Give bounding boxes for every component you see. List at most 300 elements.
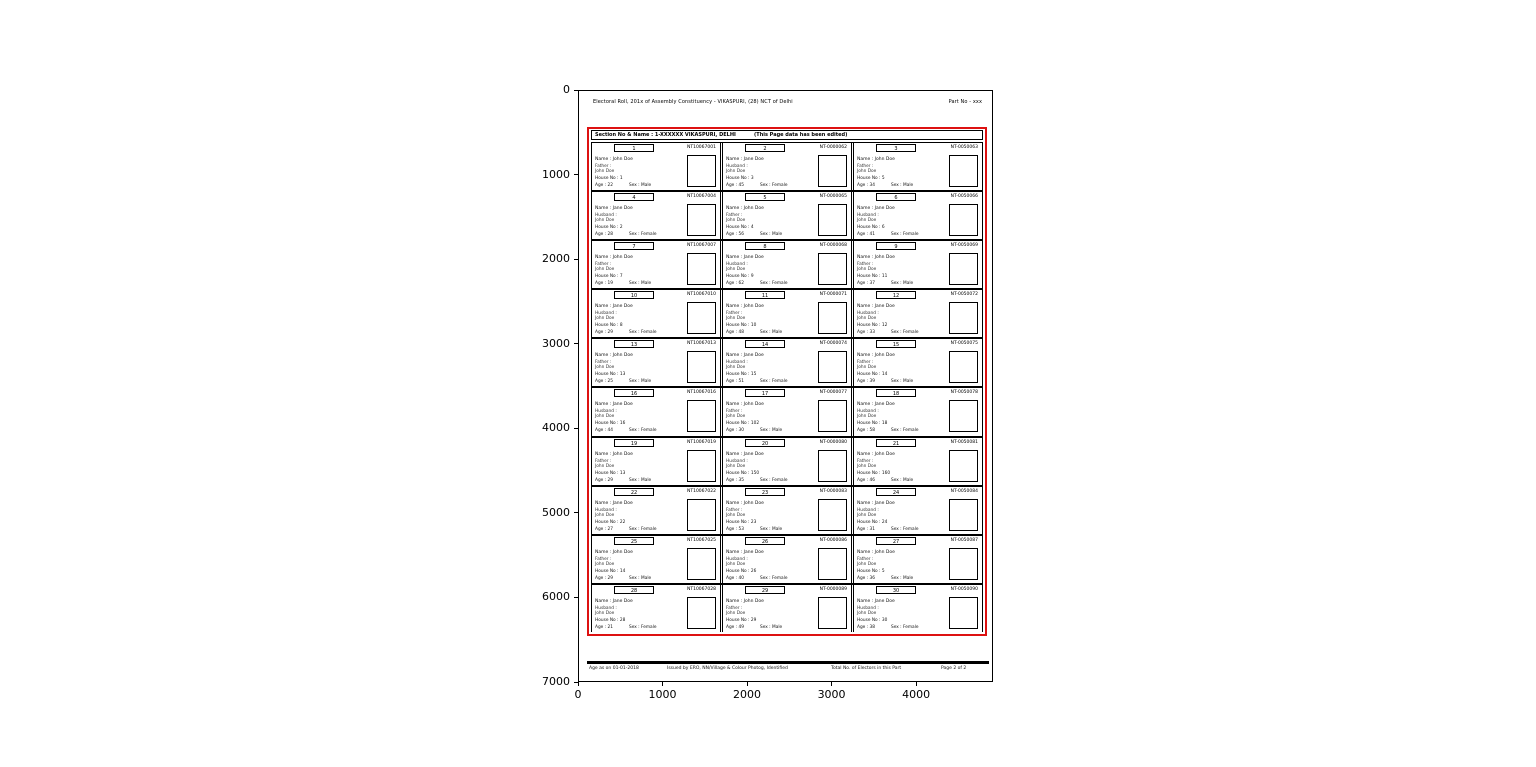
voter-name-line: Name : John Doe — [726, 500, 764, 506]
x-tick-label: 3000 — [817, 688, 846, 701]
voter-sex-value: Sex : Male — [890, 183, 914, 188]
voter-sex-value: Sex : Female — [628, 526, 657, 532]
voter-relation-name: John Doe — [595, 463, 615, 469]
voter-epic-number: NT-0050069 — [950, 243, 978, 249]
voter-relation-name: John Doe — [595, 316, 615, 322]
voter-epic-number: NT10067010 — [686, 292, 716, 298]
voter-card — [591, 192, 721, 239]
voter-age-sex-line: Age : 35 Sex : Female — [726, 477, 788, 483]
page-header-title: Electoral Roll, 201x of Assembly Constituency - VIKASPURI, (28) NCT of Delhi — [593, 99, 793, 105]
voter-epic-number: NT-0050084 — [950, 488, 978, 494]
voter-relation-label: Husband : — [726, 458, 748, 464]
voter-serial-number: 6 — [876, 193, 916, 201]
voter-epic-number: NT-0000086 — [819, 537, 847, 543]
voter-house-line: House No : 5 — [857, 176, 885, 181]
voter-serial-number: 18 — [876, 389, 916, 397]
voter-card-row — [591, 288, 983, 337]
plot-area — [578, 90, 993, 682]
voter-serial-number: 19 — [614, 439, 654, 447]
voter-sex-value: Sex : Male — [890, 477, 914, 483]
voter-age-sex-line: Age : 44 Sex : Female — [595, 428, 657, 434]
voter-age-sex-line: Age : 33 Sex : Female — [857, 330, 919, 336]
voter-sex-value: Sex : Female — [890, 624, 919, 630]
voter-relation-label: Father : — [726, 311, 743, 317]
voter-sex-value: Sex : Female — [628, 232, 657, 238]
voter-epic-number: NT-0050075 — [950, 341, 978, 347]
voter-serial-number: 22 — [614, 488, 654, 496]
x-tick-mark — [747, 682, 748, 686]
voter-photo-box — [818, 548, 847, 580]
voter-card — [853, 536, 983, 583]
voter-card — [591, 585, 721, 632]
voter-photo-box — [818, 302, 847, 334]
voter-name-line: Name : Jane Doe — [595, 598, 633, 604]
voter-relation-label: Husband : — [857, 311, 879, 317]
voter-sex-value: Sex : Male — [628, 477, 652, 483]
voter-epic-number: NT-0050078 — [950, 390, 978, 396]
voter-card-row — [591, 386, 983, 435]
voter-relation-label: Husband : — [595, 507, 617, 513]
voter-house-line: House No : 16 — [595, 421, 626, 427]
voter-relation-label: Husband : — [726, 164, 748, 169]
voter-relation-label: Husband : — [595, 311, 617, 317]
voter-house-line: House No : 30 — [857, 617, 888, 623]
voter-card — [591, 438, 721, 485]
voter-house-line: House No : 24 — [857, 519, 888, 525]
voter-serial-number: 7 — [614, 242, 654, 250]
voter-house-line: House No : 4 — [726, 225, 754, 231]
voter-relation-label: Father : — [726, 605, 743, 611]
voter-house-line: House No : 15 — [726, 372, 757, 378]
voter-age-sex-line: Age : 29 Sex : Male — [595, 575, 652, 581]
voter-card — [722, 290, 852, 337]
voter-card-row — [591, 337, 983, 386]
voter-epic-number: NT-0000062 — [819, 145, 847, 150]
voter-relation-name: John Doe — [595, 414, 615, 420]
voter-house-line: House No : 13 — [595, 470, 626, 476]
voter-age-sex-line: Age : 29 Sex : Female — [595, 330, 657, 336]
voter-relation-label: Husband : — [726, 262, 748, 268]
voter-photo-box — [818, 155, 847, 187]
voter-serial-number: 4 — [614, 193, 654, 201]
voter-photo-box — [687, 351, 716, 383]
voter-sex-value: Sex : Male — [759, 428, 783, 434]
voter-card — [722, 438, 852, 485]
voter-photo-box — [949, 204, 978, 236]
voter-photo-box — [949, 597, 978, 629]
voter-serial-number: 3 — [876, 144, 916, 152]
voter-card — [853, 585, 983, 632]
voter-serial-number: 16 — [614, 389, 654, 397]
y-tick-label: 5000 — [542, 505, 570, 519]
voter-relation-name: John Doe — [595, 365, 615, 371]
voter-epic-number: NT-0050090 — [950, 586, 978, 592]
page-header-part-no: Part No - xxx — [948, 99, 982, 105]
voter-card-grid — [591, 142, 983, 632]
voter-name-line: Name : Jane Doe — [857, 304, 895, 310]
voter-relation-label: Father : — [595, 458, 612, 464]
voter-card — [722, 241, 852, 288]
voter-relation-name: John Doe — [857, 561, 877, 567]
voter-age-sex-line: Age : 49 Sex : Male — [726, 624, 783, 630]
voter-relation-name: John Doe — [726, 218, 746, 224]
voter-serial-number: 9 — [876, 242, 916, 250]
voter-name-line: Name : John Doe — [595, 549, 633, 555]
voter-relation-name: John Doe — [595, 512, 615, 518]
voter-house-line: House No : 9 — [726, 274, 754, 280]
voter-serial-number: 11 — [745, 291, 785, 299]
voter-relation-name: John Doe — [595, 610, 615, 616]
voter-relation-label: Father : — [726, 213, 743, 219]
page-red-border — [587, 127, 987, 636]
voter-photo-box — [687, 302, 716, 334]
voter-card — [722, 487, 852, 534]
voter-age-sex-line: Age : 58 Sex : Female — [857, 428, 919, 434]
x-tick-label: 4000 — [902, 688, 931, 701]
voter-photo-box — [687, 597, 716, 629]
voter-relation-label: Husband : — [857, 605, 879, 611]
voter-epic-number: NT10067022 — [686, 488, 716, 494]
voter-card-row — [591, 239, 983, 288]
voter-relation-name: John Doe — [857, 316, 877, 322]
voter-house-line: House No : 5 — [857, 568, 885, 574]
voter-sex-value: Sex : Female — [759, 379, 788, 385]
voter-card-row — [591, 583, 983, 632]
voter-name-line: Name : Jane Doe — [857, 402, 895, 408]
voter-photo-box — [687, 400, 716, 432]
voter-name-line: Name : Jane Doe — [595, 304, 633, 310]
voter-house-line: House No : 14 — [595, 568, 626, 574]
voter-serial-number: 5 — [745, 193, 785, 201]
voter-card — [591, 487, 721, 534]
voter-relation-label: Husband : — [857, 409, 879, 415]
voter-photo-box — [949, 253, 978, 285]
voter-age-sex-line: Age : 29 Sex : Male — [595, 477, 652, 483]
voter-relation-name: John Doe — [595, 267, 615, 273]
voter-sex-value: Sex : Male — [628, 379, 652, 385]
voter-serial-number: 17 — [745, 389, 785, 397]
voter-name-line: Name : Jane Doe — [726, 157, 764, 162]
voter-serial-number: 24 — [876, 488, 916, 496]
footer-issued-line: Issued by ERO, NN/Village & Colour Photog, Identified — [667, 666, 788, 671]
voter-name-line: Name : Jane Doe — [857, 206, 895, 212]
voter-relation-label: Husband : — [595, 605, 617, 611]
voter-serial-number: 1 — [614, 144, 654, 152]
y-tick-label: 1000 — [542, 167, 570, 181]
voter-relation-label: Father : — [857, 556, 874, 562]
voter-card-row — [591, 142, 983, 190]
voter-age-sex-line: Age : 19 Sex : Male — [595, 281, 652, 287]
footer-age-line: Age as on 01-01-2018 — [589, 666, 639, 671]
voter-age-sex-line: Age : 37 Sex : Male — [857, 281, 914, 287]
voter-relation-label: Husband : — [595, 213, 617, 219]
x-tick-mark — [662, 682, 663, 686]
voter-name-line: Name : John Doe — [595, 255, 633, 261]
footer-rule — [587, 661, 989, 664]
voter-photo-box — [818, 450, 847, 482]
voter-age-sex-line: Age : 28 Sex : Female — [595, 232, 657, 238]
voter-age-sex-line: Age : 45 Sex : Female — [726, 183, 788, 188]
voter-relation-name: John Doe — [726, 316, 746, 322]
voter-epic-number: NT-0000074 — [819, 341, 847, 347]
voter-sex-value: Sex : Female — [628, 330, 657, 336]
voter-photo-box — [949, 548, 978, 580]
voter-epic-number: NT-0000077 — [819, 390, 847, 396]
voter-epic-number: NT10067004 — [686, 194, 716, 200]
voter-name-line: Name : Jane Doe — [726, 353, 764, 359]
voter-house-line: House No : 7 — [595, 274, 623, 280]
voter-sex-value: Sex : Male — [890, 281, 914, 287]
voter-relation-name: John Doe — [857, 169, 877, 174]
voter-photo-box — [818, 400, 847, 432]
voter-photo-box — [687, 450, 716, 482]
voter-name-line: Name : John Doe — [726, 206, 764, 212]
voter-house-line: House No : 26 — [726, 568, 757, 574]
voter-age-sex-line: Age : 31 Sex : Female — [857, 526, 919, 532]
voter-photo-box — [687, 548, 716, 580]
voter-relation-name: John Doe — [857, 610, 877, 616]
voter-name-line: Name : John Doe — [726, 402, 764, 408]
voter-name-line: Name : John Doe — [857, 549, 895, 555]
voter-sex-value: Sex : Male — [759, 232, 783, 238]
voter-relation-label: Father : — [595, 360, 612, 366]
voter-relation-label: Husband : — [726, 360, 748, 366]
voter-epic-number: NT10067025 — [686, 537, 716, 543]
voter-age-sex-line: Age : 38 Sex : Female — [857, 624, 919, 630]
voter-relation-name: John Doe — [595, 561, 615, 567]
voter-relation-name: John Doe — [857, 463, 877, 469]
x-tick-mark — [831, 682, 832, 686]
voter-name-line: Name : Jane Doe — [595, 500, 633, 506]
voter-age-sex-line: Age : 53 Sex : Male — [726, 526, 783, 532]
voter-relation-label: Husband : — [726, 556, 748, 562]
x-tick-mark — [578, 682, 579, 686]
voter-epic-number: NT-0050072 — [950, 292, 978, 298]
voter-card — [722, 388, 852, 435]
voter-card-row — [591, 190, 983, 239]
voter-house-line: House No : 6 — [857, 225, 885, 231]
voter-relation-label: Father : — [726, 507, 743, 513]
voter-name-line: Name : Jane Doe — [726, 549, 764, 555]
y-tick-label: 0 — [563, 83, 570, 96]
voter-photo-box — [818, 499, 847, 531]
voter-name-line: Name : John Doe — [857, 451, 895, 457]
voter-age-sex-line: Age : 46 Sex : Male — [857, 477, 914, 483]
voter-relation-name: John Doe — [726, 169, 746, 174]
voter-serial-number: 14 — [745, 340, 785, 348]
y-tick-label: 7000 — [542, 675, 570, 688]
section-edited-note: (This Page data has been edited) — [754, 132, 848, 138]
voter-house-line: House No : 160 — [857, 470, 891, 476]
voter-relation-label: Husband : — [857, 213, 879, 219]
voter-serial-number: 15 — [876, 340, 916, 348]
voter-epic-number: NT-0000089 — [819, 586, 847, 592]
voter-house-line: House No : 11 — [857, 274, 888, 280]
voter-photo-box — [949, 499, 978, 531]
voter-photo-box — [818, 204, 847, 236]
voter-sex-value: Sex : Female — [759, 183, 788, 188]
voter-house-line: House No : 22 — [595, 519, 626, 525]
voter-sex-value: Sex : Male — [759, 330, 783, 336]
voter-name-line: Name : John Doe — [595, 451, 633, 457]
voter-house-line: House No : 14 — [857, 372, 888, 378]
voter-relation-name: John Doe — [857, 267, 877, 273]
voter-card — [853, 339, 983, 386]
voter-epic-number: NT-0000080 — [819, 439, 847, 445]
voter-serial-number: 30 — [876, 586, 916, 594]
voter-sex-value: Sex : Male — [628, 575, 652, 581]
voter-epic-number: NT-0000068 — [819, 243, 847, 249]
voter-card — [591, 241, 721, 288]
voter-epic-number: NT10067007 — [686, 243, 716, 249]
voter-sex-value: Sex : Male — [890, 379, 914, 385]
voter-sex-value: Sex : Female — [759, 281, 788, 287]
voter-house-line: House No : 18 — [857, 421, 888, 427]
voter-relation-label: Father : — [595, 164, 612, 169]
voter-serial-number: 8 — [745, 242, 785, 250]
voter-age-sex-line: Age : 39 Sex : Male — [857, 379, 914, 385]
voter-epic-number: NT-0000071 — [819, 292, 847, 298]
voter-epic-number: NT-0050081 — [950, 439, 978, 445]
voter-age-sex-line: Age : 56 Sex : Male — [726, 232, 783, 238]
voter-relation-name: John Doe — [726, 512, 746, 518]
voter-card-row — [591, 436, 983, 485]
voter-photo-box — [949, 351, 978, 383]
voter-house-line: House No : 2 — [595, 225, 623, 231]
voter-epic-number: NT10067013 — [686, 341, 716, 347]
voter-photo-box — [818, 351, 847, 383]
voter-house-line: House No : 102 — [726, 421, 760, 427]
voter-relation-label: Father : — [857, 360, 874, 366]
voter-age-sex-line: Age : 34 Sex : Male — [857, 183, 914, 188]
voter-relation-name: John Doe — [595, 218, 615, 224]
voter-relation-name: John Doe — [595, 169, 615, 174]
voter-relation-label: Father : — [857, 164, 874, 169]
voter-sex-value: Sex : Female — [890, 232, 919, 238]
voter-age-sex-line: Age : 27 Sex : Female — [595, 526, 657, 532]
voter-epic-number: NT-0000065 — [819, 194, 847, 200]
voter-name-line: Name : John Doe — [726, 598, 764, 604]
voter-relation-label: Father : — [857, 262, 874, 268]
voter-name-line: Name : John Doe — [857, 255, 895, 261]
voter-relation-name: John Doe — [857, 365, 877, 371]
voter-name-line: Name : John Doe — [857, 157, 895, 162]
voter-relation-name: John Doe — [857, 512, 877, 518]
voter-epic-number: NT-0050087 — [950, 537, 978, 543]
voter-photo-box — [949, 302, 978, 334]
voter-house-line: House No : 23 — [726, 519, 757, 525]
voter-epic-number: NT10067016 — [686, 390, 716, 396]
x-tick-label: 1000 — [648, 688, 677, 701]
voter-photo-box — [949, 450, 978, 482]
voter-card-row — [591, 534, 983, 583]
voter-sex-value: Sex : Female — [759, 575, 788, 581]
voter-age-sex-line: Age : 30 Sex : Male — [726, 428, 783, 434]
x-tick-mark — [916, 682, 917, 686]
voter-card — [722, 143, 852, 190]
voter-house-line: House No : 28 — [595, 617, 626, 623]
voter-card — [853, 438, 983, 485]
voter-relation-name: John Doe — [726, 463, 746, 469]
footer-electors-line: Total No. of Electors in this Part — [831, 666, 902, 671]
voter-serial-number: 21 — [876, 439, 916, 447]
voter-epic-number: NT10067028 — [686, 586, 716, 592]
voter-sex-value: Sex : Male — [628, 281, 652, 287]
voter-card — [591, 143, 721, 190]
voter-photo-box — [687, 499, 716, 531]
voter-name-line: Name : Jane Doe — [857, 598, 895, 604]
voter-relation-name: John Doe — [726, 561, 746, 567]
voter-photo-box — [687, 204, 716, 236]
section-title: Section No & Name : 1-XXXXXX VIKASPURI, DELHI — [595, 132, 736, 138]
voter-serial-number: 29 — [745, 586, 785, 594]
voter-card — [722, 536, 852, 583]
voter-sex-value: Sex : Male — [759, 526, 783, 532]
voter-card — [591, 339, 721, 386]
voter-age-sex-line: Age : 40 Sex : Female — [726, 575, 788, 581]
voter-name-line: Name : John Doe — [726, 304, 764, 310]
voter-card — [853, 241, 983, 288]
voter-card — [853, 143, 983, 190]
voter-sex-value: Sex : Male — [759, 624, 783, 630]
voter-age-sex-line: Age : 51 Sex : Female — [726, 379, 788, 385]
voter-relation-label: Father : — [726, 409, 743, 415]
voter-age-sex-line: Age : 22 Sex : Male — [595, 183, 652, 188]
voter-name-line: Name : Jane Doe — [595, 402, 633, 408]
voter-relation-name: John Doe — [726, 267, 746, 273]
voter-age-sex-line: Age : 41 Sex : Female — [857, 232, 919, 238]
x-tick-label: 0 — [574, 688, 582, 701]
voter-card — [853, 192, 983, 239]
voter-serial-number: 26 — [745, 537, 785, 545]
voter-name-line: Name : Jane Doe — [857, 500, 895, 506]
voter-house-line: House No : 10 — [726, 323, 757, 329]
voter-age-sex-line: Age : 21 Sex : Female — [595, 624, 657, 630]
voter-age-sex-line: Age : 48 Sex : Male — [726, 330, 783, 336]
voter-relation-name: John Doe — [857, 218, 877, 224]
voter-house-line: House No : 1 — [595, 176, 623, 181]
voter-relation-name: John Doe — [726, 414, 746, 420]
voter-photo-box — [949, 400, 978, 432]
voter-relation-name: John Doe — [726, 365, 746, 371]
voter-epic-number: NT-0050066 — [950, 194, 978, 200]
voter-serial-number: 10 — [614, 291, 654, 299]
voter-name-line: Name : Jane Doe — [595, 206, 633, 212]
x-tick-label: 2000 — [733, 688, 762, 701]
voter-card — [853, 290, 983, 337]
voter-house-line: House No : 12 — [857, 323, 888, 329]
voter-card — [853, 388, 983, 435]
voter-age-sex-line: Age : 25 Sex : Male — [595, 379, 652, 385]
voter-relation-label: Husband : — [857, 507, 879, 513]
voter-card — [722, 585, 852, 632]
y-tick-label: 2000 — [542, 252, 570, 266]
voter-card — [853, 487, 983, 534]
voter-serial-number: 27 — [876, 537, 916, 545]
voter-house-line: House No : 13 — [595, 372, 626, 378]
voter-age-sex-line: Age : 62 Sex : Female — [726, 281, 788, 287]
voter-house-line: House No : 3 — [726, 176, 754, 181]
voter-sex-value: Sex : Female — [759, 477, 788, 483]
voter-card — [722, 339, 852, 386]
voter-name-line: Name : John Doe — [595, 353, 633, 359]
voter-house-line: House No : 29 — [726, 617, 757, 623]
voter-house-line: House No : 150 — [726, 470, 760, 476]
footer-page-number: Page 2 of 2 — [941, 666, 967, 671]
voter-serial-number: 25 — [614, 537, 654, 545]
voter-photo-box — [818, 253, 847, 285]
voter-epic-number: NT-0000083 — [819, 488, 847, 494]
